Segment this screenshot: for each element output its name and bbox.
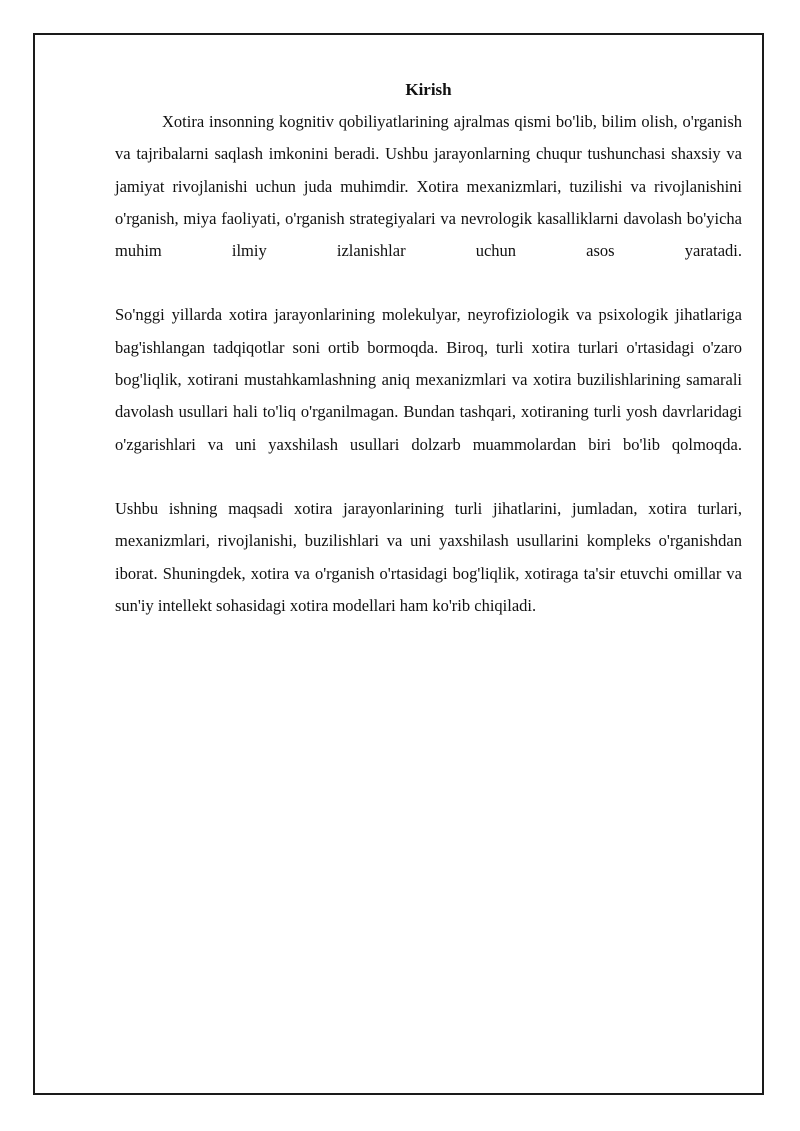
paragraph-gap	[115, 461, 742, 493]
paragraph-1: Xotira insonning kognitiv qobiliyatlarining ajralmas qismi bo'lib, bilim olish, o'rganish va tajribalarni saqlash imkonini beradi. Ushbu jarayonlarning chuqur tushunchasi shaxsiy va jamiyat rivojlanishi uchun juda muhimdir. Xotira mexanizmlari, tuzilishi va rivojlanishini o'rganish, miya faoliyati, o'rganish strategiyalari va nevrologik kasalliklarni davolash bo'yicha muhim ilmiy izlanishlar uchun asos yaratadi.	[115, 112, 742, 261]
section-title: Kirish	[405, 80, 452, 99]
paragraph-2: So'nggi yillarda xotira jarayonlarining molekulyar, neyrofiziologik va psixologik jihatlariga bag'ishlangan tadqiqotlar soni ortib bormoqda. Biroq, turli xotira turlari o'rtasidagi o'zaro bog'liqlik, xotirani mustahkamlashning aniq mexanizmlari va xotira buzilishlarining samarali davolash usullari hali to'liq o'rganilmagan. Bundan tashqari, xotiraning turli yosh davrlaridagi o'zgarishlari va uni yaxshilash usullari dolzarb muammolardan biri bo'lib qolmoqda.	[115, 305, 742, 454]
paragraph-gap	[115, 267, 742, 299]
paragraph-3: Ushbu ishning maqsadi xotira jarayonlarining turli jihatlarini, jumladan, xotira turlari, mexanizmlari, rivojlanishi, buzilishlari va uni yaxshilash usullarini kompleks o'rganishdan iborat. Shuningdek, xotira va o'rganish o'rtasidagi bog'liqlik, xotiraga ta'sir etuvchi omillar va sun'iy intellekt sohasidagi xotira modellari ham ko'rib chiqiladi.	[115, 498, 742, 615]
document-body	[115, 76, 742, 622]
